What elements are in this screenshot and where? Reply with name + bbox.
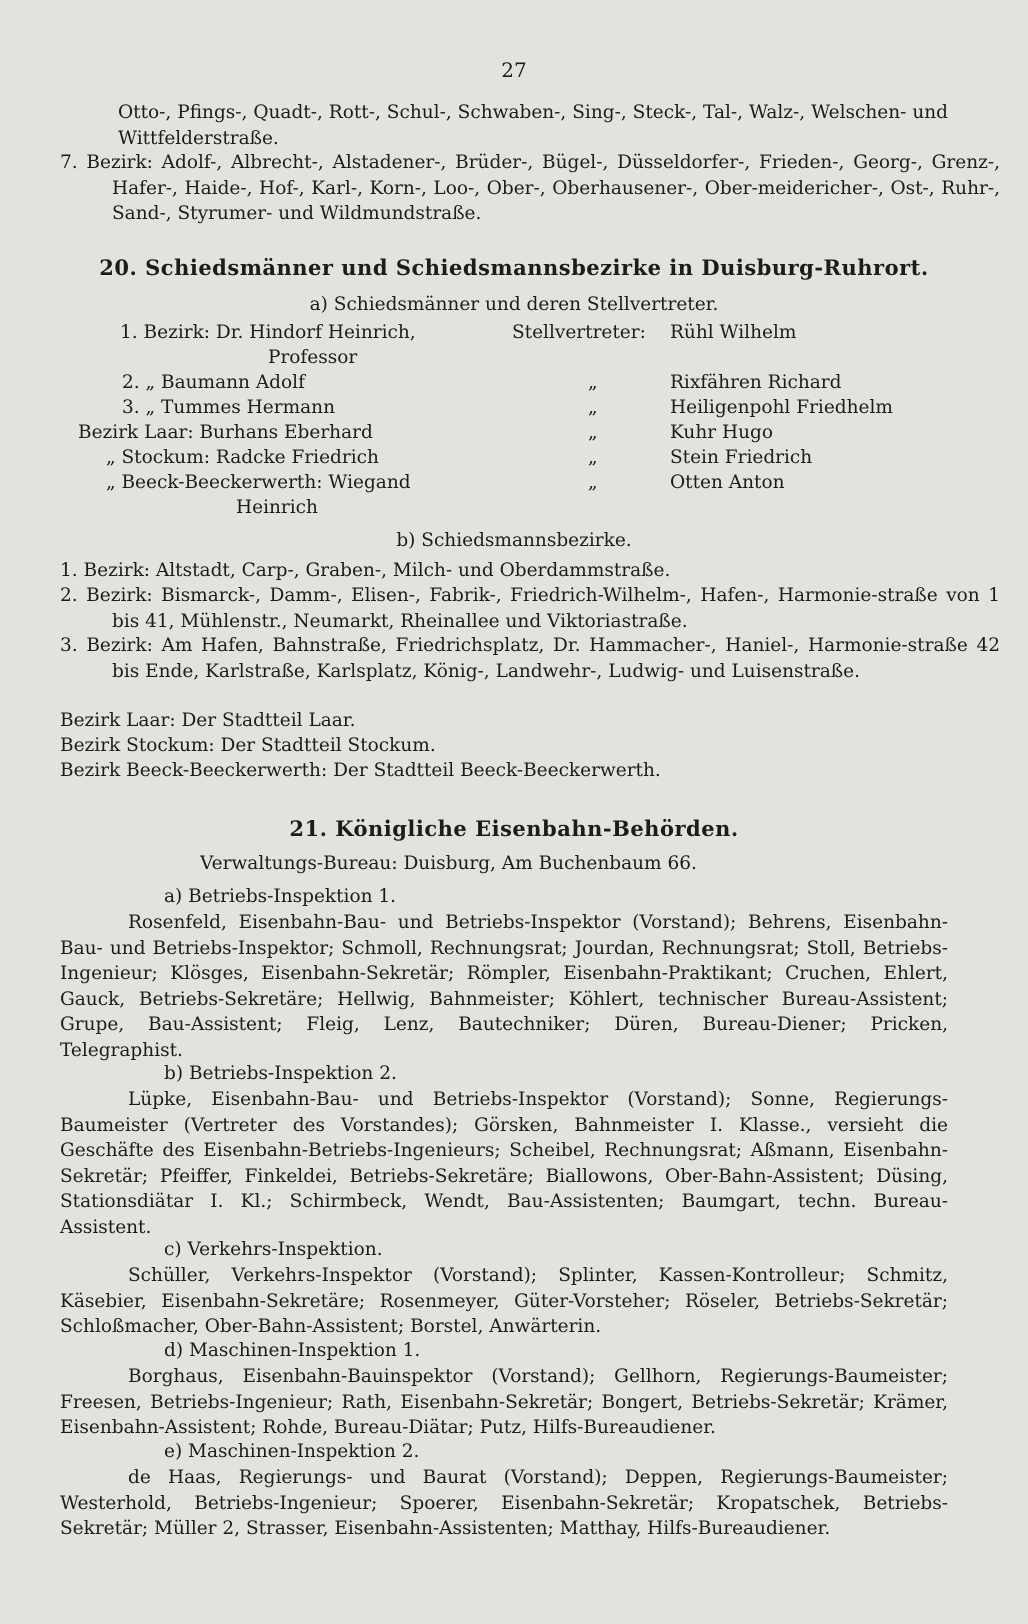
table-row-right: Kuhr Hugo: [670, 422, 773, 443]
bezirk-plain-item: Bezirk Stockum: Der Stadtteil Stockum.: [60, 735, 436, 756]
table-row-mid: „: [588, 422, 598, 443]
table-row-mid: „: [588, 397, 598, 418]
bezirk-list-item: 1. Bezirk: Altstadt, Carp-, Graben-, Milch- und Oberdammstraße.: [60, 560, 671, 581]
bezirk-plain-item: Bezirk Beeck-Beeckerwerth: Der Stadtteil Beeck-Beeckerwerth.: [60, 760, 661, 781]
bezirk-list-item: 3. Bezirk: Am Hafen, Bahnstraße, Friedrichsplatz, Dr. Hammacher-, Haniel-, Harmonie-straße 42 bis Ende, Karlstraße, Karlsplatz, König-, Landwehr-, Ludwig- und Luisenstraße.: [60, 635, 1000, 682]
bezirk-plain-item: Bezirk Laar: Der Stadtteil Laar.: [60, 710, 356, 731]
table-row-left: 1. Bezirk: Dr. Hindorf Heinrich,: [120, 322, 416, 343]
inspektion-text: Rosenfeld, Eisenbahn-Bau- und Betriebs-Inspektor (Vorstand); Behrens, Eisenbahn-Bau- und Betriebs-Inspektor; Schmoll, Rechnungsrat; Jourdan, Rechnungsrat; Stoll, Betriebs-Ingenieur; Klösges, Eisenbahn-Sekretär; Römpler, Eisenbahn-Praktikant; Cruchen, Ehlert, Gauck, Betriebs-Sekretäre; Hellwig, Bahnmeister; Köhlert, technischer Bureau-Assistent; Grupe, Bau-Assistent; Fleig, Lenz, Bautechniker; Düren, Bureau-Diener; Pricken, Telegraphist.: [60, 912, 948, 1061]
street-list-continuation: Otto-, Pfings-, Quadt-, Rott-, Schul-, Schwaben-, Sing-, Steck-, Tal-, Walz-, Welschen- und Wittfelderstraße.: [118, 102, 948, 149]
table-row-mid: „: [588, 472, 598, 493]
table-row-left: „ Stockum: Radcke Friedrich: [106, 447, 379, 468]
inspektion-text: Borghaus, Eisenbahn-Bauinspektor (Vorstand); Gellhorn, Regierungs-Baumeister; Freesen, Betriebs-Ingenieur; Rath, Eisenbahn-Sekretär; Bongert, Betriebs-Sekretär; Krämer, Eisenbahn-Assistent; Rohde, Bureau-Diätar; Putz, Hilfs-Bureaudiener.: [60, 1366, 948, 1438]
inspektion-text: Schüller, Verkehrs-Inspektor (Vorstand); Splinter, Kassen-Kontrolleur; Schmitz, Käsebier, Eisenbahn-Sekretäre; Rosenmeyer, Güter-Vorsteher; Röseler, Betriebs-Sekretär; Schloßmacher, Ober-Bahn-Assistent; Borstel, Anwärterin.: [60, 1265, 948, 1337]
section-20b-title: b) Schiedsmannsbezirke.: [396, 530, 632, 551]
inspektion-text: de Haas, Regierungs- und Baurat (Vorstand); Deppen, Regierungs-Baumeister; Westerhold, Betriebs-Ingenieur; Spoerer, Eisenbahn-Sekretär; Kropatschek, Betriebs-Sekretär; Müller 2, Strasser, Eisenbahn-Assistenten; Matthay, Hilfs-Bureaudiener.: [60, 1467, 948, 1539]
section-20-heading: 20. Schiedsmänner und Schiedsmannsbezirke in Duisburg-Ruhrort.: [99, 255, 929, 280]
inspektion-title: c) Verkehrs-Inspektion.: [164, 1239, 383, 1260]
inspektion-text: Lüpke, Eisenbahn-Bau- und Betriebs-Inspektor (Vorstand); Sonne, Regierungs-Baumeister (Vertreter des Vorstandes); Görsken, Bahnmeister I. Klasse., versieht die Geschäfte des Eisenbahn-Betriebs-Ingenieurs; Scheibel, Rechnungsrat; Aßmann, Eisenbahn-Sekretär; Pfeiffer, Finkeldei, Betriebs-Sekretäre; Biallowons, Ober-Bahn-Assistent; Düsing, Stationsdiätar I. Kl.; Schirmbeck, Wendt, Bau-Assistenten; Baumgart, techn. Bureau-Assistent.: [60, 1089, 948, 1238]
inspektion-title: b) Betriebs-Inspektion 2.: [164, 1063, 397, 1084]
section-20a-title: a) Schiedsmänner und deren Stellvertreter.: [309, 294, 719, 315]
bezirk-list-item: 2. Bezirk: Bismarck-, Damm-, Elisen-, Fabrik-, Friedrich-Wilhelm-, Hafen-, Harmonie-straße von 1 bis 41, Mühlenstr., Neumarkt, Rheinallee und Viktoriastraße.: [60, 585, 1000, 632]
table-row-left: „ Beeck-Beeckerwerth: Wiegand: [106, 472, 411, 493]
bezirk-7-streets: 7. Bezirk: Adolf-, Albrecht-, Alstadener-, Brüder-, Bügel-, Düsseldorfer-, Frieden-, Georg-, Grenz-, Hafer-, Haide-, Hof-, Karl-, Korn-, Loo-, Ober-, Oberhausener-, Ober-meidericher-, Ost-, Ruhr-, Sand-, Styrumer- und Wildmundstraße.: [60, 152, 1000, 224]
table-row-mid: Stellvertreter:: [512, 322, 646, 343]
table-row-right: Rühl Wilhelm: [670, 322, 797, 343]
table-row-right: Rixfähren Richard: [670, 372, 842, 393]
section-21-heading: 21. Königliche Eisenbahn-Behörden.: [289, 816, 739, 841]
table-row-right: Heiligenpohl Friedhelm: [670, 397, 893, 418]
table-row-left: Heinrich: [236, 497, 318, 518]
table-row-left: 2. „ Baumann Adolf: [122, 372, 305, 393]
table-row-mid: „: [588, 372, 598, 393]
table-row-right: Stein Friedrich: [670, 447, 813, 468]
inspektion-title: e) Maschinen-Inspektion 2.: [164, 1441, 420, 1462]
table-row-right: Otten Anton: [670, 472, 785, 493]
inspektion-title: d) Maschinen-Inspektion 1.: [164, 1340, 421, 1361]
table-row-left: Professor: [268, 347, 358, 368]
table-row-left: Bezirk Laar: Burhans Eberhard: [78, 422, 373, 443]
table-row-left: 3. „ Tummes Hermann: [122, 397, 335, 418]
page-number: 27: [501, 58, 527, 82]
table-row-mid: „: [588, 447, 598, 468]
inspektion-title: a) Betriebs-Inspektion 1.: [164, 886, 397, 907]
bureau-address: Verwaltungs-Bureau: Duisburg, Am Buchenbaum 66.: [200, 853, 697, 874]
